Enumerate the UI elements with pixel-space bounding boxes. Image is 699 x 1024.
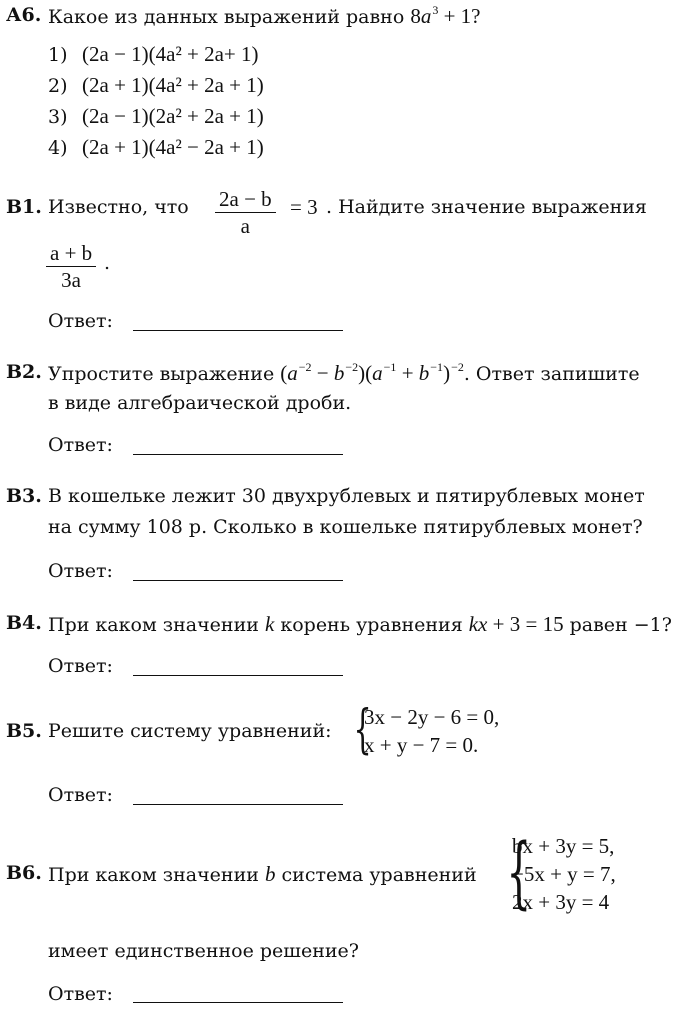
problem-b5-text: Решите систему уравнений: — [48, 720, 332, 742]
b1-fraction2-denominator: 3a — [61, 268, 81, 292]
problem-b3-line1: В кошельке лежит 30 двухрублевых и пятирублевых монет — [48, 485, 645, 507]
problem-a6-expr-tail: + 1? — [438, 4, 481, 28]
problem-b1-label: В1. — [6, 196, 42, 218]
a6-option-2-expr: (2a + 1)(4a² + 2a + 1) — [82, 73, 264, 97]
answer-label-b3: Ответ: — [48, 560, 113, 582]
a6-option-3: 3) — [48, 106, 68, 128]
answer-label-b5: Ответ: — [48, 784, 113, 806]
problem-a6-question — [48, 4, 481, 29]
a6-option-1: 1) — [48, 44, 68, 66]
a6-option-3-expr: (2a − 1)(2a² + 2a + 1) — [82, 104, 264, 128]
problem-b2-label: В2. — [6, 361, 42, 383]
answer-label-b1: Ответ: — [48, 310, 113, 332]
problem-a6-question-text: Какое из данных выражений равно — [48, 6, 411, 28]
a6-option-4-expr: (2a + 1)(4a² − 2a + 1) — [82, 135, 264, 159]
problem-a6-expr: $8a^3$ — [410, 3, 439, 28]
problem-b5-system — [364, 703, 499, 759]
problem-b1-equals: = 3 — [290, 195, 318, 219]
b1-fraction2-numerator: a + b — [46, 240, 96, 267]
problem-b4-var-k: k — [264, 612, 275, 636]
problem-b1-fraction — [215, 186, 276, 239]
problem-b6-system — [512, 832, 616, 916]
b6-equation-2: −5x + y = 7, — [512, 862, 616, 886]
problem-b3-line2: на сумму 108 р. Сколько в кошельке пятирублевых монет? — [48, 516, 643, 538]
a6-option-2: 2) — [48, 75, 68, 97]
problem-b6-text: При каком значении b система уравнений — [48, 862, 477, 886]
answer-line-b6[interactable] — [133, 1002, 343, 1003]
answer-line-b2[interactable] — [133, 454, 343, 455]
b6-equation-3: 2x + 3y = 4 — [512, 890, 610, 914]
b6-equation-1: bx + 3y = 5, — [512, 834, 615, 858]
problem-b6-label: В6. — [6, 862, 42, 884]
system-brace-b5: { — [353, 700, 372, 760]
problem-b1-text2: . Найдите значение выражения — [326, 196, 647, 218]
answer-line-b3[interactable] — [133, 580, 343, 581]
problem-b1-text1: Известно, что — [48, 196, 189, 218]
answer-line-b1[interactable] — [133, 330, 343, 331]
problem-b6-var-b: b — [264, 862, 276, 886]
problem-b3-label: В3. — [6, 485, 42, 507]
b5-equation-2: x + y − 7 = 0. — [364, 733, 479, 757]
problem-b5-label: В5. — [6, 720, 42, 742]
problem-b6-text3: имеет единственное решение? — [48, 940, 359, 962]
answer-label-b6: Ответ: — [48, 983, 113, 1005]
problem-b1-period: . — [104, 252, 111, 274]
b1-fraction-numerator: 2a − b — [215, 186, 276, 213]
answer-line-b5[interactable] — [133, 804, 343, 805]
a6-option-1-expr: (2a − 1)(4a² + 2a+ 1) — [82, 42, 259, 66]
answer-line-b4[interactable] — [133, 675, 343, 676]
problem-b1-fraction2 — [46, 240, 96, 293]
answer-label-b4: Ответ: — [48, 655, 113, 677]
system-brace-b6: { — [506, 828, 532, 918]
answer-label-b2: Ответ: — [48, 434, 113, 456]
problem-b2-line1: Упростите выражение $(a^{-2} - b^{-2})(a^{-1} + b^{-1})^{-2}$. Ответ запишите — [48, 360, 640, 385]
problem-b4-label: В4. — [6, 612, 42, 634]
a6-option-4: 4) — [48, 137, 68, 159]
problem-b2-line2: в виде алгебраической дроби. — [48, 392, 352, 414]
b5-equation-1: 3x − 2y − 6 = 0, — [364, 705, 500, 729]
problem-b4-equation: kx + 3 = 15 — [468, 612, 564, 636]
problem-b2-expr: $(a^{-2} - b^{-2})(a^{-1} + b^{-1})^{-2}$ — [280, 360, 464, 385]
b1-fraction-denominator: a — [240, 214, 250, 238]
problem-a6-label: А6. — [6, 4, 42, 26]
problem-b4-text: При каком значении k корень уравнения kx + 3 = 15 равен −1? — [48, 612, 672, 636]
